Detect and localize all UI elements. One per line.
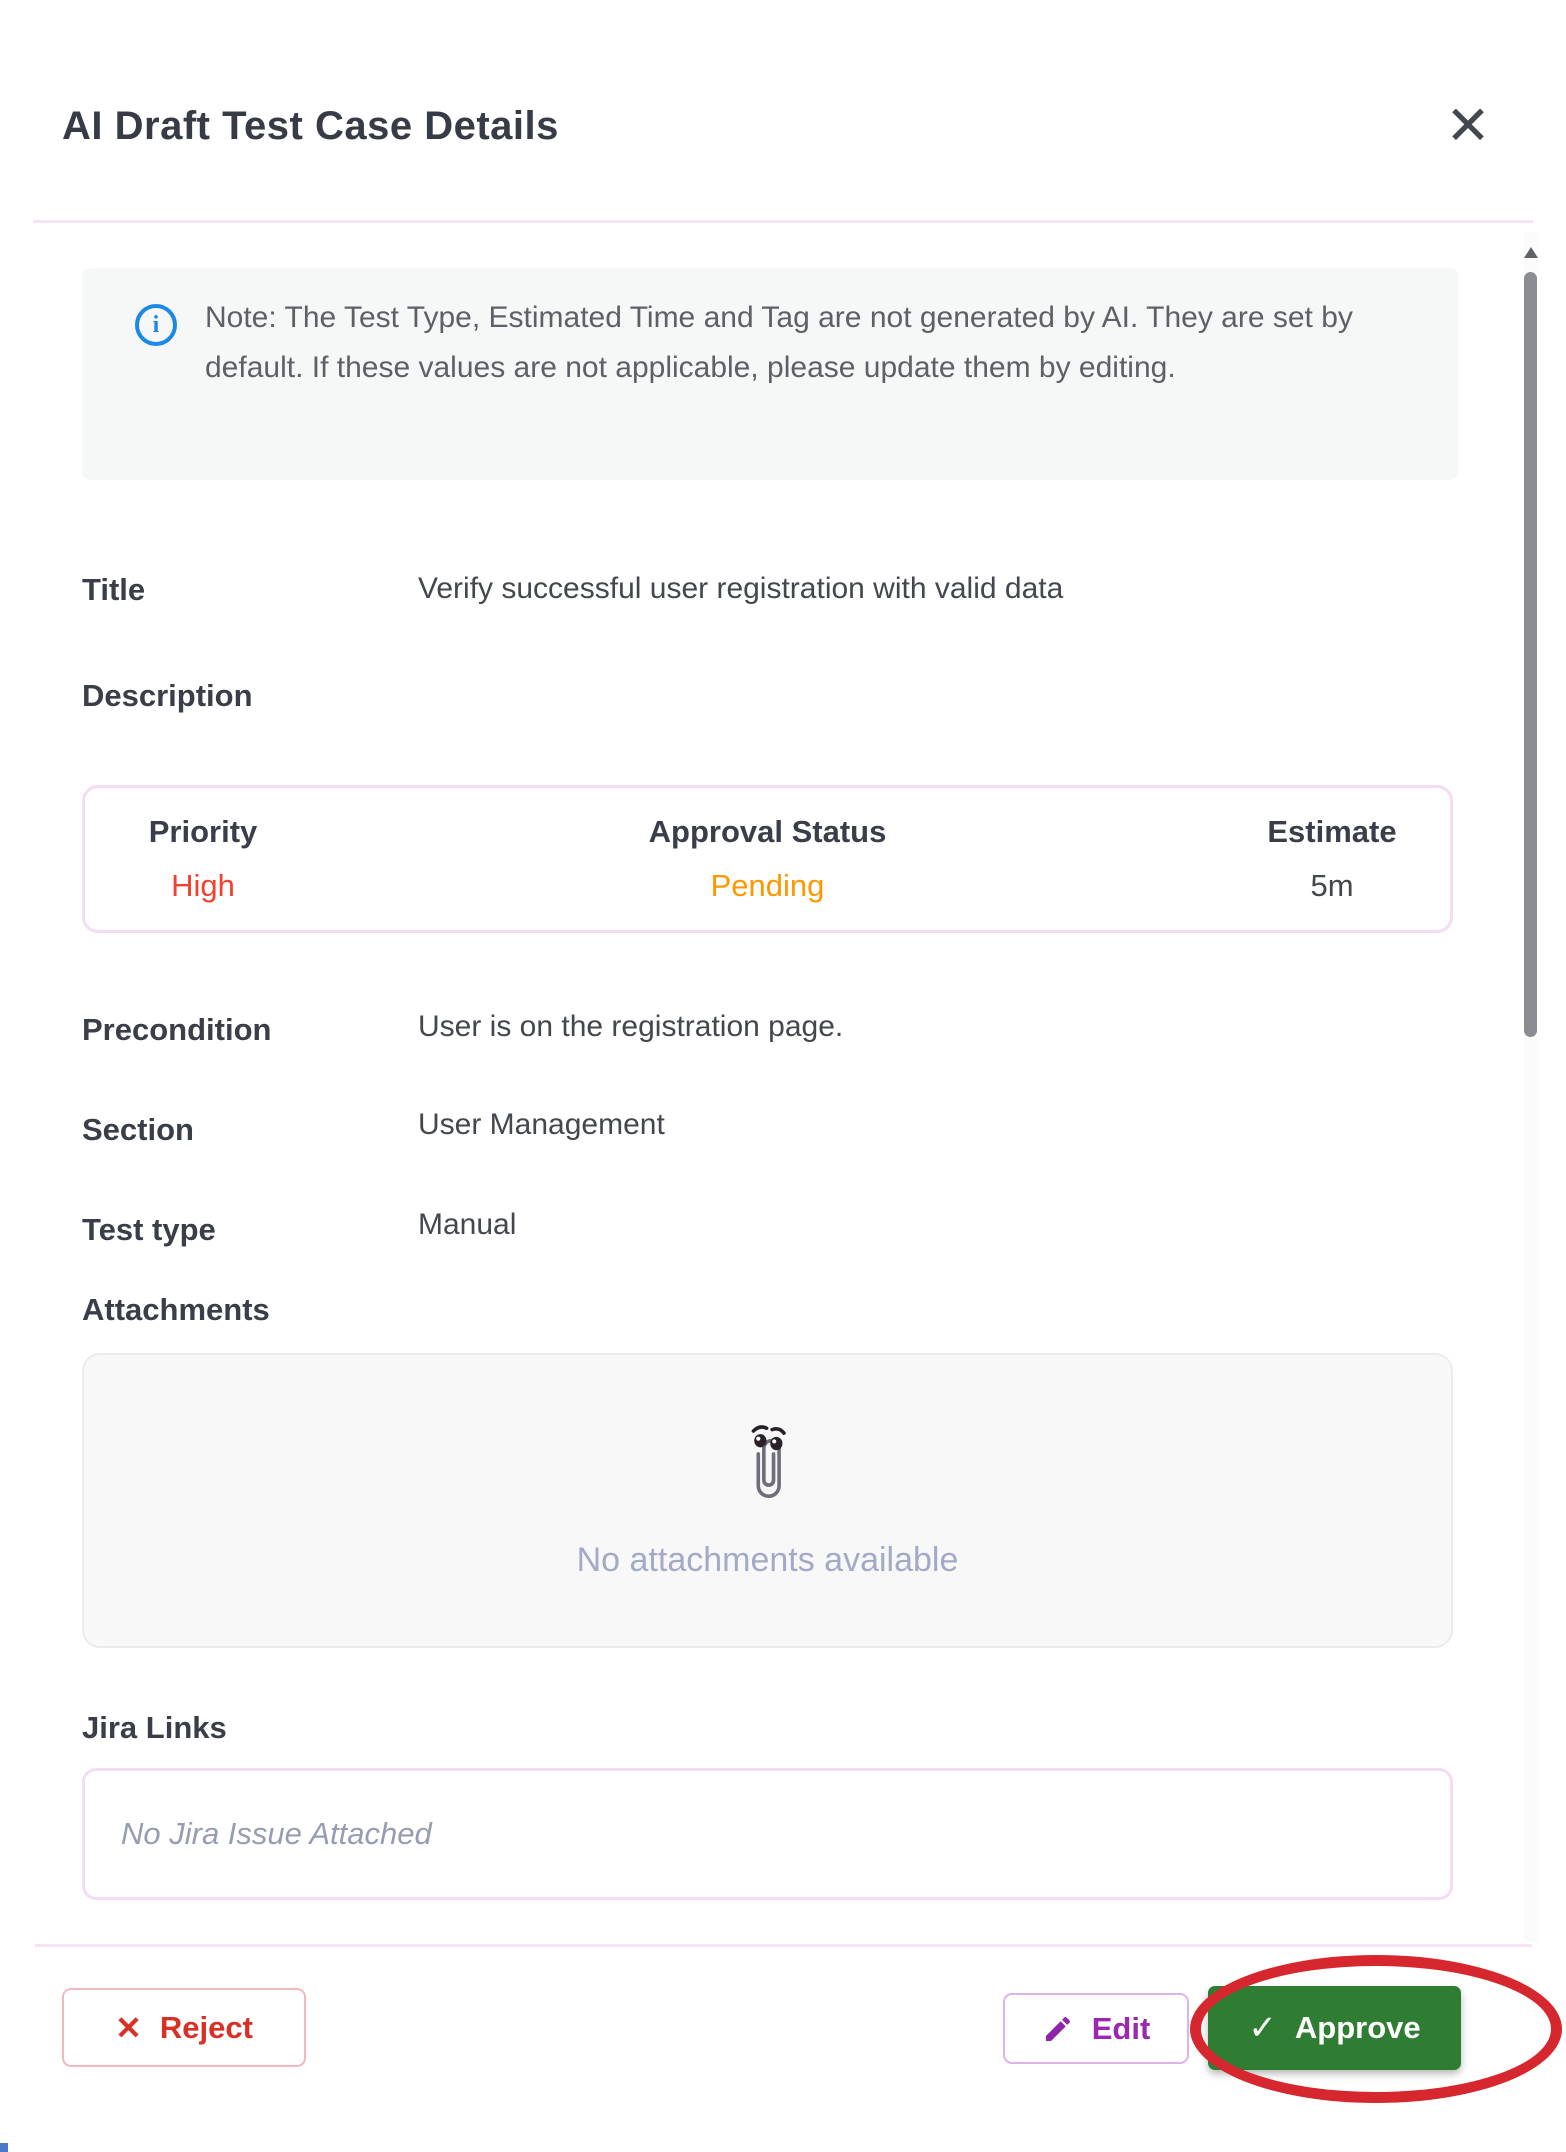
title-label: Title — [82, 572, 146, 607]
x-icon: ✕ — [115, 2009, 142, 2046]
estimate-label: Estimate — [1267, 814, 1397, 849]
approve-button[interactable] — [1208, 1986, 1461, 2070]
bottom-blue-mark — [0, 2143, 8, 2152]
no-attachments-text: No attachments available — [576, 1540, 959, 1579]
approval-status-column — [649, 814, 887, 904]
scrollbar-up-arrow-icon[interactable] — [1524, 247, 1538, 258]
close-icon[interactable]: ✕ — [1445, 96, 1491, 156]
footer-divider — [35, 1944, 1532, 1947]
title-value: Verify successful user registration with valid data — [418, 572, 1064, 605]
precondition-label: Precondition — [82, 1012, 272, 1047]
jira-links-box — [82, 1768, 1453, 1900]
section-label: Section — [82, 1112, 194, 1147]
priority-value: High — [171, 868, 235, 903]
attachments-empty-box — [82, 1353, 1453, 1648]
approve-button-label: Approve — [1294, 2010, 1421, 2045]
note-box — [82, 268, 1458, 480]
precondition-value: User is on the registration page. — [418, 1010, 844, 1043]
check-icon: ✓ — [1248, 2009, 1277, 2047]
no-jira-issue-text: No Jira Issue Attached — [121, 1816, 432, 1851]
header-divider — [33, 220, 1533, 223]
description-label: Description — [82, 678, 253, 713]
clippy-paperclip-icon — [740, 1422, 796, 1513]
test-type-label: Test type — [82, 1212, 216, 1247]
estimate-value: 5m — [1310, 868, 1354, 903]
info-circle-icon: i — [135, 304, 177, 346]
approval-status-label: Approval Status — [648, 814, 887, 849]
priority-label: Priority — [148, 814, 258, 849]
approval-status-value: Pending — [710, 868, 825, 903]
note-text: Note: The Test Type, Estimated Time and Tag are not generated by AI. They are set by default. If these values are not applicable, please update them by editing. — [205, 301, 1353, 384]
estimate-column — [1252, 814, 1412, 904]
reject-button[interactable] — [62, 1988, 306, 2067]
modal-title: AI Draft Test Case Details — [62, 104, 559, 148]
attachments-label: Attachments — [82, 1292, 270, 1327]
edit-button-label: Edit — [1091, 2010, 1151, 2046]
jira-links-label: Jira Links — [82, 1710, 227, 1745]
pencil-icon — [1042, 2013, 1074, 2045]
section-value: User Management — [418, 1108, 665, 1141]
scrollbar-thumb[interactable] — [1524, 272, 1537, 1037]
test-type-value: Manual — [418, 1208, 517, 1241]
priority-column — [123, 814, 283, 904]
reject-button-label: Reject — [159, 2009, 253, 2045]
edit-button[interactable] — [1003, 1993, 1189, 2064]
summary-card — [82, 785, 1453, 933]
